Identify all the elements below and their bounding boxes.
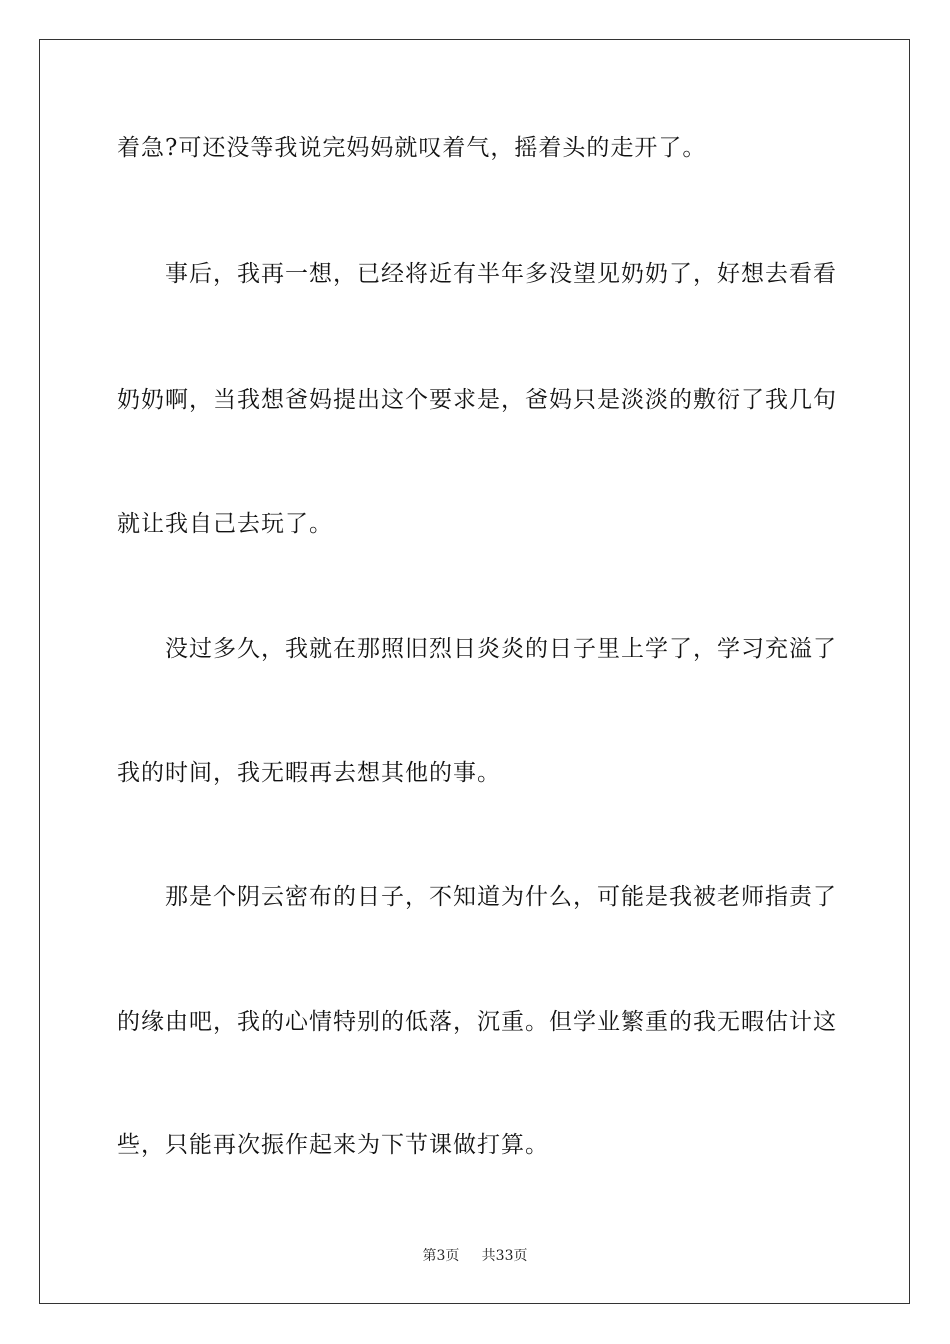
text-line: 奶奶啊，当我想爸妈提出这个要求是，爸妈只是淡淡的敷衍了我几句 <box>117 387 837 413</box>
text-line: 我的时间，我无暇再去想其他的事。 <box>117 760 501 786</box>
text-line: 事后，我再一想，已经将近有半年多没望见奶奶了，好想去看看 <box>117 261 837 287</box>
text-line: 的缘由吧，我的心情特别的低落，沉重。但学业繁重的我无暇估计这 <box>117 1009 837 1035</box>
text-line: 些，只能再次振作起来为下节课做打算。 <box>117 1132 549 1158</box>
page-number: 第3页 <box>422 1248 460 1264</box>
text-line: 着急?可还没等我说完妈妈就叹着气，摇着头的走开了。 <box>117 135 707 161</box>
text-line: 那是个阴云密布的日子，不知道为什么，可能是我被老师指责了 <box>117 884 837 910</box>
page-total: 共33页 <box>481 1248 528 1264</box>
text-line: 就让我自己去玩了。 <box>117 511 333 537</box>
text-line: 没过多久，我就在那照旧烈日炎炎的日子里上学了，学习充溢了 <box>117 636 837 662</box>
page-footer <box>0 1247 950 1265</box>
page-border <box>39 39 910 1304</box>
